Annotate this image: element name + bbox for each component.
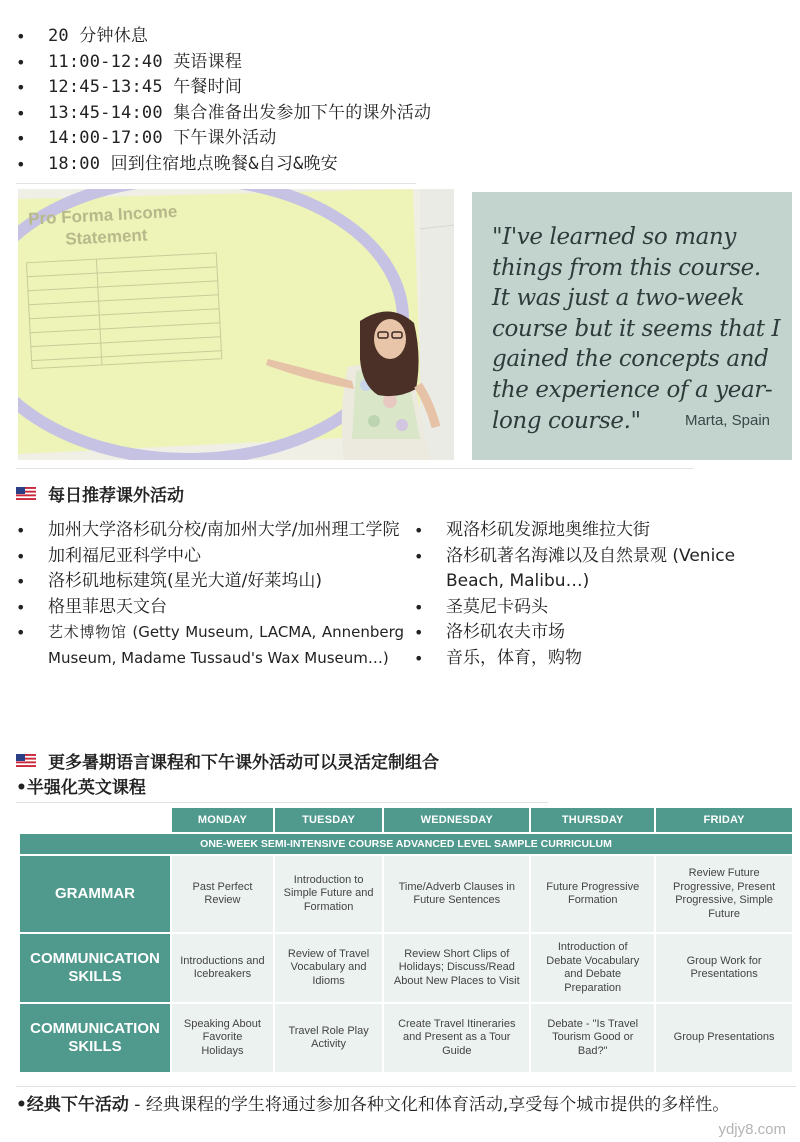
table-cell: Create Travel Itineraries and Present as a Tour Guide: [384, 1004, 529, 1072]
list-item: • 观洛杉矶发源地奥维拉大街: [412, 518, 796, 544]
divider: [16, 183, 416, 184]
table-row: [20, 934, 792, 1002]
list-item: • 加利福尼亚科学中心: [14, 544, 404, 570]
table-corner: [20, 808, 170, 832]
list-item: • 圣莫尼卡码头: [412, 595, 796, 621]
more-heading: [16, 748, 439, 773]
testimonial-quote: "I've learned so many things from this course. It was just a two-week course but it seems that I gained the concepts and the experience of a year-long course.": [492, 224, 781, 434]
afternoon-activities-text: - 经典课程的学生将通过参加各种文化和体育活动,享受每个城市提供的多样性。: [128, 1095, 730, 1115]
table-cell: Debate - "Is Travel Tourism Good or Bad?": [531, 1004, 654, 1072]
schedule-item: • 18:00 回到住宿地点晚餐&自习&晚安: [14, 152, 474, 178]
testimonial-box: [472, 192, 792, 460]
schedule-item: • 13:45-14:00 集合准备出发参加下午的课外活动: [14, 101, 474, 127]
activities-right-list: [412, 518, 796, 671]
presentation-photo: [18, 189, 454, 460]
row-label: GRAMMAR: [20, 856, 170, 932]
divider: [16, 802, 548, 803]
table-cell: Review Future Progressive, Present Progressive, Simple Future: [656, 856, 792, 932]
table-cell: Introductions and Icebreakers: [172, 934, 273, 1002]
list-item: • 音乐，体育，购物: [412, 646, 796, 672]
us-flag-icon: [16, 754, 36, 767]
afternoon-activities-label: •经典下午活动: [16, 1095, 129, 1115]
table-row: [20, 1004, 792, 1072]
list-item: • 洛杉矶农夫市场: [412, 620, 796, 646]
curriculum-table: [18, 806, 794, 1074]
semi-intensive-heading: •半强化英文课程: [16, 778, 146, 798]
divider: [16, 1086, 796, 1087]
table-cell: Travel Role Play Activity: [275, 1004, 382, 1072]
afternoon-activities-paragraph: [16, 1093, 796, 1117]
table-cell: Introduction of Debate Vocabulary and Debate Preparation: [531, 934, 654, 1002]
schedule-item: • 20 分钟休息: [14, 24, 474, 50]
table-cell: Speaking About Favorite Holidays: [172, 1004, 273, 1072]
divider: [16, 468, 694, 469]
table-cell: Future Progressive Formation: [531, 856, 654, 932]
schedule-item: • 12:45-13:45 午餐时间: [14, 75, 474, 101]
us-flag-icon: [16, 487, 36, 500]
row-label: COMMUNICATION SKILLS: [20, 934, 170, 1002]
curriculum-band: ONE-WEEK SEMI-INTENSIVE COURSE ADVANCED LEVEL SAMPLE CURRICULUM: [20, 834, 792, 854]
table-cell: Group Work for Presentations: [656, 934, 792, 1002]
table-cell: Group Presentations: [656, 1004, 792, 1072]
activities-left-list: [14, 518, 404, 671]
more-heading-text: 更多暑期语言课程和下午课外活动可以灵活定制组合: [48, 753, 439, 773]
schedule-item: • 11:00-12:40 英语课程: [14, 50, 474, 76]
table-cell: Review Short Clips of Holidays; Discuss/Read About New Places to Visit: [384, 934, 529, 1002]
watermark: ydjy8.com: [718, 1121, 786, 1138]
table-row: [20, 856, 792, 932]
slide-title: Pro Forma Income: [27, 201, 178, 229]
day-header: TUESDAY: [275, 808, 382, 832]
table-cell: Introduction to Simple Future and Formation: [275, 856, 382, 932]
list-item: • 洛杉矶著名海滩以及自然景观 (Venice Beach, Malibu…): [412, 544, 796, 595]
activities-heading: [16, 481, 184, 506]
table-cell: Time/Adverb Clauses in Future Sentences: [384, 856, 529, 932]
schedule-list: [14, 24, 474, 177]
activities-heading-text: 每日推荐课外活动: [48, 486, 184, 506]
list-item: • 洛杉矶地标建筑(星光大道/好莱坞山): [14, 569, 404, 595]
list-item: • 加州大学洛杉矶分校/南加州大学/加州理工学院: [14, 518, 404, 544]
slide-title: Statement: [64, 225, 148, 249]
day-header: THURSDAY: [531, 808, 654, 832]
table-cell: Review of Travel Vocabulary and Idioms: [275, 934, 382, 1002]
list-item: • 格里菲思天文台: [14, 595, 404, 621]
day-header: MONDAY: [172, 808, 273, 832]
table-cell: Past Perfect Review: [172, 856, 273, 932]
day-header: WEDNESDAY: [384, 808, 529, 832]
day-header: FRIDAY: [656, 808, 792, 832]
testimonial-author: Marta, Spain: [684, 412, 770, 429]
list-item: • 艺术博物馆 (Getty Museum, LACMA, Annenberg Museum, Madame Tussaud's Wax Museum…): [14, 620, 404, 671]
schedule-item: • 14:00-17:00 下午课外活动: [14, 126, 474, 152]
row-label: COMMUNICATION SKILLS: [20, 1004, 170, 1072]
